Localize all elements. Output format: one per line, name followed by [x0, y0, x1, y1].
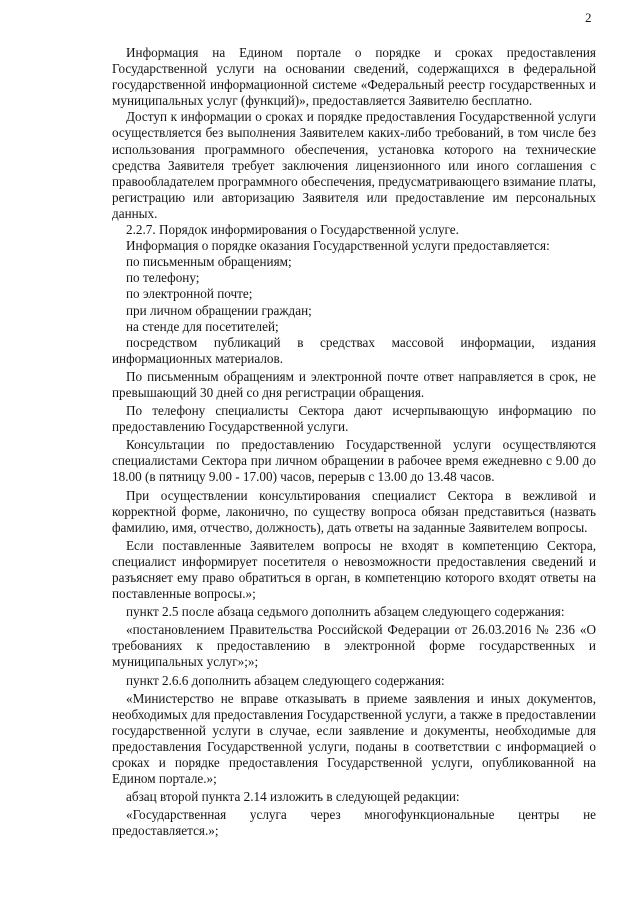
paragraph-decree-quote: «постановлением Правительства Российской Федерации от 26.03.2016 № 236 «О требованиях к предоставлению в электронной форме государственных и муниципальных услуг»;»; — [112, 622, 596, 670]
list-item-stand: на стенде для посетителей; — [126, 318, 279, 334]
paragraph-consultations: Консультации по предоставлению Государственной услуги осуществляются специалистами Сектора при личном обращении в рабочее время ежедневно с 9.00 до 18.00 (в пятницу 9.00 - 17.00) часов, перерыв с 13.00 до 13.48 часов. — [112, 437, 596, 485]
paragraph-portal-info: Информация на Едином портале о порядке и сроках предоставления Государственной услуги на основании сведений, содержащихся в федеральной государственной информационной системе «Федеральный реестр государственных и муниципальных услуг (функций)», предоставляется Заявителю бесплатно. — [112, 45, 596, 109]
document-body — [112, 45, 596, 840]
paragraph-access-info: Доступ к информации о сроках и порядке предоставления Государственной услуги осуществляется без выполнения Заявителем каких-либо требований, в том числе без использования программного обеспечения, установка которого на технические средства Заявителя требует заключения лицензионного или иного соглашения с правообладателем программного обеспечения, предусматривающего взимание платы, регистрацию или авторизацию Заявителя или предоставление им персональных данных. — [112, 109, 596, 221]
paragraph-consulting-manner: При осуществлении консультирования специалист Сектора в вежливой и корректной форме, лаконично, по существу вопроса обязан представиться (назвать фамилию, имя, отчество, должность), дать ответы на заданные Заявителем вопросы. — [112, 487, 596, 535]
page-number: 2 — [585, 10, 592, 25]
paragraph-amend-2-6-6: пункт 2.6.6 дополнить абзацем следующего содержания: — [126, 672, 445, 688]
paragraph-written-response: По письменным обращениям и электронной почте ответ направляется в срок, не превышающий 30 дней со дня регистрации обращения. — [112, 368, 596, 400]
paragraph-info-intro: Информация о порядке оказания Государственной услуги предоставляется: — [126, 238, 550, 254]
paragraph-amend-2-5: пункт 2.5 после абзаца седьмого дополнить абзацем следующего содержания: — [126, 604, 565, 620]
paragraph-amend-2-14: абзац второй пункта 2.14 изложить в следующей редакции: — [126, 789, 460, 805]
paragraph-ministry-quote: «Министерство не вправе отказывать в приеме заявления и иных документов, необходимых для предоставления Государственной услуги, а также в предоставлении государственной услуги в случае, если заявление и документы, необходимые для предоставления Государственной услуги, поданы в соответствии с информацией о сроках и порядке предоставления Государственной услуги, опубликованной на Едином портале.»; — [112, 690, 596, 787]
list-item-personal: при личном обращении граждан; — [126, 302, 312, 318]
paragraph-mfc-quote: «Государственная услуга через многофункциональные центры не предоставляется.»; — [112, 807, 596, 839]
paragraph-out-of-competence: Если поставленные Заявителем вопросы не входят в компетенцию Сектора, специалист информирует посетителя о невозможности предоставления сведений и разъясняет ему право обратиться в орган, в компетенцию которого входят ответы на поставленные вопросы.»; — [112, 537, 596, 602]
paragraph-phone-info: По телефону специалисты Сектора дают исчерпывающую информацию по предоставлению Государственной услуги. — [112, 403, 596, 435]
list-item-phone: по телефону; — [126, 270, 200, 286]
list-item-email: по электронной почте; — [126, 286, 253, 302]
list-item-written: по письменным обращениям; — [126, 254, 292, 270]
list-item-media: посредством публикаций в средствах массовой информации, издания информационных материалов. — [112, 334, 596, 366]
paragraph-section-heading: 2.2.7. Порядок информирования о Государственной услуге. — [126, 222, 459, 238]
